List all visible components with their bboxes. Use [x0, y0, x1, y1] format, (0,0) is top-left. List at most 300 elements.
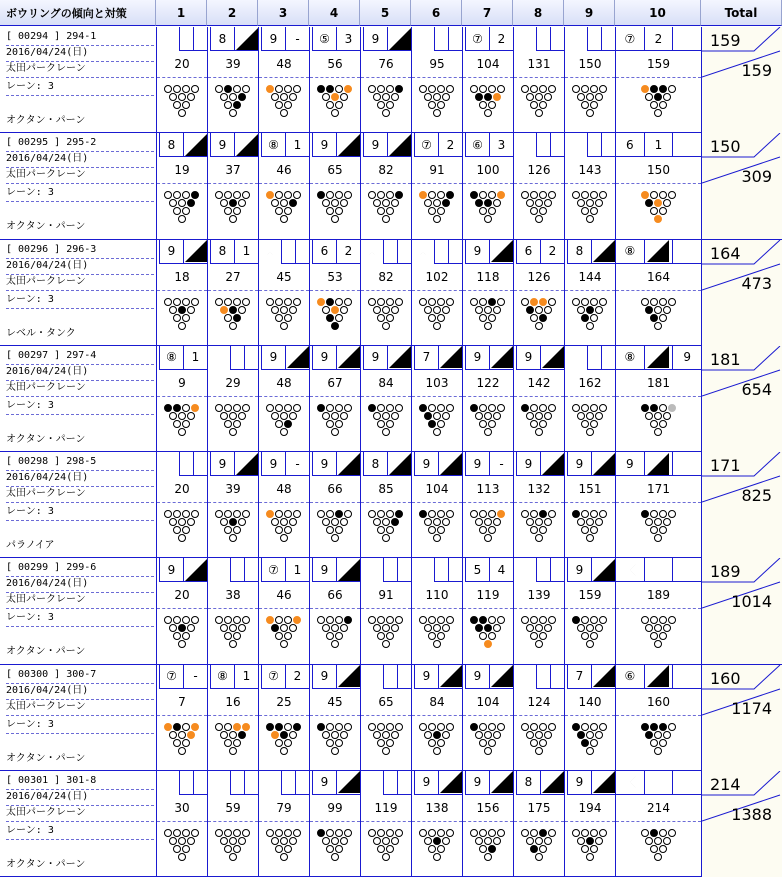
pin-10 — [446, 85, 454, 93]
pin-9 — [590, 510, 598, 518]
frame-separator — [208, 821, 258, 822]
pin-4 — [475, 518, 483, 526]
frame-5 — [360, 240, 411, 346]
pin-1 — [382, 747, 390, 755]
pin-7 — [368, 404, 376, 412]
frame-cumulative-score: 119 — [476, 588, 500, 603]
frame-rolls — [463, 665, 513, 689]
frame-7 — [462, 771, 513, 877]
strike-mark — [259, 772, 281, 794]
pin-2 — [428, 526, 436, 534]
pin-2 — [326, 207, 334, 215]
pin-7 — [317, 510, 325, 518]
roll-box — [438, 771, 462, 795]
roll-box — [383, 558, 397, 582]
spare-mark — [542, 453, 564, 475]
pin-9 — [233, 616, 241, 624]
pin-10 — [446, 723, 454, 731]
pin-3 — [488, 845, 496, 853]
pin-2 — [173, 526, 181, 534]
pin-diagram — [419, 191, 455, 239]
pin-5 — [280, 837, 288, 845]
frame-separator — [208, 77, 258, 78]
roll-box — [465, 558, 489, 582]
roll-box — [244, 771, 258, 795]
roll-value: 2 — [344, 244, 353, 258]
frame-separator — [514, 77, 564, 78]
pin-1 — [331, 747, 339, 755]
pin-5 — [229, 412, 237, 420]
frame-cumulative-score: 139 — [527, 588, 551, 603]
pin-7 — [317, 85, 325, 93]
pin-2 — [581, 101, 589, 109]
roll-box — [536, 665, 550, 689]
roll-box — [567, 240, 591, 264]
pin-diagram — [641, 298, 677, 346]
lane-number: レーン: 3 — [6, 610, 154, 627]
pin-3 — [590, 632, 598, 640]
pin-2 — [479, 526, 487, 534]
pin-5 — [382, 731, 390, 739]
pin-4 — [577, 837, 585, 845]
spare-mark — [338, 665, 360, 687]
pin-1 — [382, 534, 390, 542]
pin-5 — [331, 93, 339, 101]
pin-1 — [586, 215, 594, 223]
pin-1 — [178, 534, 186, 542]
strike-mark — [361, 666, 383, 688]
roll-box — [159, 665, 183, 689]
frame-separator — [157, 290, 207, 291]
frame-separator — [616, 502, 701, 503]
frame-separator — [259, 821, 309, 822]
roll-value: 8 — [218, 31, 227, 46]
frame-separator — [463, 183, 513, 184]
frame-4 — [309, 452, 360, 558]
roll-value: 9 — [269, 350, 278, 365]
frame-7 — [462, 558, 513, 664]
roll-box — [616, 771, 644, 795]
frame-rolls — [361, 558, 411, 582]
frame-separator — [412, 290, 462, 291]
pin-10 — [395, 616, 403, 624]
pin-10 — [242, 723, 250, 731]
roll-box — [591, 771, 615, 795]
spare-mark — [647, 346, 669, 368]
frame-8 — [513, 558, 564, 664]
roll-value: 9 — [371, 350, 380, 365]
pin-diagram — [470, 85, 506, 133]
pin-8 — [224, 510, 232, 518]
pin-diagram — [266, 404, 302, 452]
pin-1 — [178, 853, 186, 861]
roll-value: 9 — [473, 350, 482, 365]
game-info — [0, 240, 156, 346]
pin-4 — [645, 624, 653, 632]
pin-8 — [173, 85, 181, 93]
frame-rolls — [565, 27, 615, 51]
roll-box — [336, 27, 360, 51]
roll-box — [383, 240, 397, 264]
pin-diagram — [317, 616, 353, 664]
frame-7 — [462, 452, 513, 558]
pin-10 — [344, 616, 352, 624]
pin-4 — [526, 837, 534, 845]
frame-separator — [412, 502, 462, 503]
frame-separator — [463, 715, 513, 716]
pin-5 — [654, 518, 662, 526]
pin-10 — [548, 298, 556, 306]
pin-diagram — [266, 723, 302, 771]
pin-9 — [386, 829, 394, 837]
pin-5 — [535, 731, 543, 739]
frame-cumulative-score: 20 — [174, 57, 190, 71]
frame-cumulative-score: 131 — [527, 57, 551, 71]
frame-separator — [463, 396, 513, 397]
game-date: 2016/04/24(日) — [6, 151, 154, 168]
pin-3 — [437, 207, 445, 215]
pin-6 — [340, 306, 348, 314]
pin-8 — [581, 298, 589, 306]
frame-rolls — [310, 346, 360, 370]
frame-rolls — [157, 240, 207, 264]
frame-cumulative-score: 48 — [276, 57, 292, 71]
roll-box — [208, 771, 230, 795]
pin-6 — [289, 199, 297, 207]
pin-10 — [395, 510, 403, 518]
roll-box — [567, 452, 591, 476]
pin-5 — [654, 412, 662, 420]
roll-box — [234, 133, 258, 157]
pin-1 — [229, 534, 237, 542]
frame-cumulative-score: 104 — [476, 57, 500, 71]
pin-1 — [433, 322, 441, 330]
roll-box — [672, 771, 701, 795]
frame-rolls — [310, 558, 360, 582]
pin-3 — [284, 207, 292, 215]
roll-box — [516, 346, 540, 370]
roll-box — [363, 452, 387, 476]
pin-4 — [475, 306, 483, 314]
frame-separator — [157, 821, 207, 822]
pin-8 — [479, 723, 487, 731]
roll-box — [565, 133, 587, 157]
roll-value: - — [193, 669, 198, 683]
pin-8 — [581, 723, 589, 731]
game-total — [701, 133, 782, 239]
frame-cumulative-score: 46 — [276, 163, 292, 178]
pin-10 — [344, 723, 352, 731]
pin-6 — [663, 199, 671, 207]
pin-9 — [539, 616, 547, 624]
frame-5 — [360, 665, 411, 771]
pin-9 — [590, 829, 598, 837]
game-id: [ 00296 ] 296-3 — [6, 242, 154, 259]
game-row — [0, 452, 782, 558]
pin-10 — [548, 723, 556, 731]
pin-1 — [382, 640, 390, 648]
pin-10 — [191, 404, 199, 412]
roll-value: 1 — [191, 350, 200, 365]
frame-cumulative-score: 45 — [327, 694, 343, 709]
game-total — [701, 665, 782, 771]
frame-separator — [514, 183, 564, 184]
pin-4 — [373, 93, 381, 101]
roll-box — [616, 240, 644, 264]
roll-box — [536, 133, 550, 157]
frame-rolls — [514, 665, 564, 689]
pin-7 — [317, 723, 325, 731]
pin-6 — [289, 93, 297, 101]
frame-10 — [615, 558, 701, 664]
pin-3 — [590, 314, 598, 322]
game-score: 164 — [710, 243, 741, 263]
bowling-center: 太田パークレーン — [6, 274, 154, 291]
roll-box — [234, 240, 258, 264]
frame-separator — [463, 290, 513, 291]
pin-1 — [382, 428, 390, 436]
frame-cumulative-score: 100 — [476, 163, 500, 178]
pin-10 — [599, 404, 607, 412]
pin-5 — [586, 731, 594, 739]
frame-separator — [565, 77, 615, 78]
frame-rolls — [208, 346, 258, 370]
pin-5 — [433, 518, 441, 526]
pin-diagram — [641, 616, 677, 664]
pin-7 — [470, 85, 478, 93]
roll-box — [601, 346, 615, 370]
pin-7 — [266, 404, 274, 412]
pin-3 — [335, 314, 343, 322]
pin-3 — [437, 739, 445, 747]
frame-rolls — [259, 240, 309, 264]
roll-box — [414, 665, 438, 689]
pin-9 — [386, 723, 394, 731]
pin-3 — [335, 101, 343, 109]
pin-5 — [586, 93, 594, 101]
frame-rolls — [310, 240, 360, 264]
roll-box — [540, 771, 564, 795]
pin-9 — [233, 510, 241, 518]
lane-number: レーン: 3 — [6, 292, 154, 309]
pin-3 — [335, 207, 343, 215]
frame-3 — [258, 771, 309, 877]
pin-4 — [424, 837, 432, 845]
pin-2 — [275, 101, 283, 109]
roll-box — [285, 346, 309, 370]
pin-3 — [233, 739, 241, 747]
pin-9 — [437, 616, 445, 624]
pin-2 — [275, 632, 283, 640]
pin-diagram — [317, 829, 353, 877]
pin-diagram — [572, 191, 608, 239]
pin-10 — [242, 404, 250, 412]
pin-4 — [322, 306, 330, 314]
pin-8 — [224, 298, 232, 306]
pin-diagram — [521, 85, 557, 133]
pin-1 — [178, 747, 186, 755]
frame-rolls — [616, 133, 701, 157]
spare-mark — [647, 240, 669, 262]
pin-1 — [229, 747, 237, 755]
pin-4 — [271, 93, 279, 101]
frame-rolls — [616, 665, 701, 689]
pin-5 — [382, 624, 390, 632]
pin-2 — [650, 420, 658, 428]
roll-box — [234, 452, 258, 476]
frame-separator — [463, 821, 513, 822]
game-total — [701, 240, 782, 346]
roll-box — [516, 452, 540, 476]
frame-cumulative-score: 113 — [476, 482, 500, 496]
pin-10 — [548, 616, 556, 624]
pin-10 — [191, 616, 199, 624]
pin-6 — [663, 518, 671, 526]
pin-2 — [326, 739, 334, 747]
spare-mark — [593, 240, 615, 262]
roll-value: 8 — [575, 244, 584, 258]
frame-cumulative-score: 59 — [225, 800, 241, 815]
pin-2 — [479, 207, 487, 215]
pin-3 — [386, 845, 394, 853]
roll-box — [261, 27, 285, 51]
roll-box — [438, 346, 462, 370]
pin-6 — [391, 412, 399, 420]
pin-diagram — [164, 829, 200, 877]
frame-rolls — [310, 665, 360, 689]
roll-value: ⑧ — [166, 350, 177, 365]
pin-2 — [650, 314, 658, 322]
pin-diagram — [215, 616, 251, 664]
roll-box — [414, 133, 438, 157]
pin-diagram — [164, 404, 200, 452]
pin-4 — [424, 624, 432, 632]
pin-7 — [164, 616, 172, 624]
pin-6 — [187, 518, 195, 526]
pin-2 — [650, 101, 658, 109]
pin-6 — [187, 199, 195, 207]
frame-cumulative-score: 118 — [476, 269, 500, 284]
pin-3 — [335, 526, 343, 534]
frame-separator — [157, 608, 207, 609]
roll-value: 3 — [497, 137, 506, 152]
frame-separator — [565, 608, 615, 609]
strike-mark — [647, 559, 669, 581]
pin-7 — [266, 298, 274, 306]
frame-cumulative-score: 38 — [225, 588, 241, 603]
pin-7 — [419, 723, 427, 731]
pin-3 — [590, 845, 598, 853]
pin-5 — [178, 837, 186, 845]
lane-number: レーン: 3 — [6, 185, 154, 202]
frame-cumulative-score: 159 — [578, 588, 602, 603]
pin-8 — [224, 85, 232, 93]
pin-diagram — [641, 723, 677, 771]
pin-1 — [586, 109, 594, 117]
pin-2 — [581, 845, 589, 853]
strike-mark — [514, 28, 536, 50]
pin-6 — [187, 731, 195, 739]
pin-5 — [484, 837, 492, 845]
frame-1 — [156, 133, 207, 239]
pin-5 — [280, 518, 288, 526]
frame-cumulative-score: 16 — [225, 694, 241, 709]
pin-9 — [335, 616, 343, 624]
spare-mark — [491, 240, 513, 262]
pin-2 — [377, 420, 385, 428]
pin-5 — [654, 306, 662, 314]
game-row — [0, 346, 782, 452]
frame-cumulative-score: 91 — [429, 163, 445, 178]
pin-5 — [484, 518, 492, 526]
pin-2 — [224, 420, 232, 428]
pin-10 — [497, 298, 505, 306]
frame-cumulative-score: 104 — [425, 482, 449, 496]
pin-9 — [590, 616, 598, 624]
pin-1 — [280, 215, 288, 223]
pin-2 — [173, 632, 181, 640]
pin-10 — [395, 829, 403, 837]
pin-2 — [479, 101, 487, 109]
frame-rolls — [208, 558, 258, 582]
pin-7 — [572, 298, 580, 306]
frame-separator — [616, 715, 701, 716]
pin-4 — [424, 199, 432, 207]
strike-mark — [259, 241, 281, 263]
pin-5 — [382, 199, 390, 207]
pin-3 — [659, 314, 667, 322]
pin-8 — [173, 191, 181, 199]
pin-2 — [377, 845, 385, 853]
pin-2 — [650, 526, 658, 534]
pin-1 — [331, 109, 339, 117]
frame-5 — [360, 133, 411, 239]
pin-6 — [391, 624, 399, 632]
pin-5 — [331, 306, 339, 314]
frame-separator — [361, 502, 411, 503]
pin-4 — [526, 306, 534, 314]
game-score: 171 — [710, 456, 741, 475]
pin-4 — [169, 199, 177, 207]
pin-5 — [586, 306, 594, 314]
roll-box — [261, 346, 285, 370]
frame-3 — [258, 346, 309, 452]
roll-box — [193, 452, 207, 476]
pin-9 — [386, 191, 394, 199]
roll-box — [672, 133, 701, 157]
spare-mark — [491, 665, 513, 687]
frame-rolls — [310, 771, 360, 795]
pin-4 — [169, 306, 177, 314]
roll-box — [434, 558, 448, 582]
pin-2 — [650, 632, 658, 640]
roll-box — [587, 346, 601, 370]
pin-1 — [484, 853, 492, 861]
pin-diagram — [641, 829, 677, 877]
frame-header-9: 9 — [564, 0, 615, 26]
game-date: 2016/04/24(日) — [6, 789, 154, 806]
pin-3 — [233, 845, 241, 853]
frame-separator — [259, 396, 309, 397]
pin-6 — [442, 837, 450, 845]
roll-box — [383, 665, 397, 689]
pin-10 — [668, 298, 676, 306]
game-id: [ 00298 ] 298-5 — [6, 454, 154, 471]
roll-box — [312, 133, 336, 157]
roll-value: 8 — [524, 775, 533, 790]
pin-9 — [284, 191, 292, 199]
frame-cumulative-score: 48 — [276, 482, 292, 496]
